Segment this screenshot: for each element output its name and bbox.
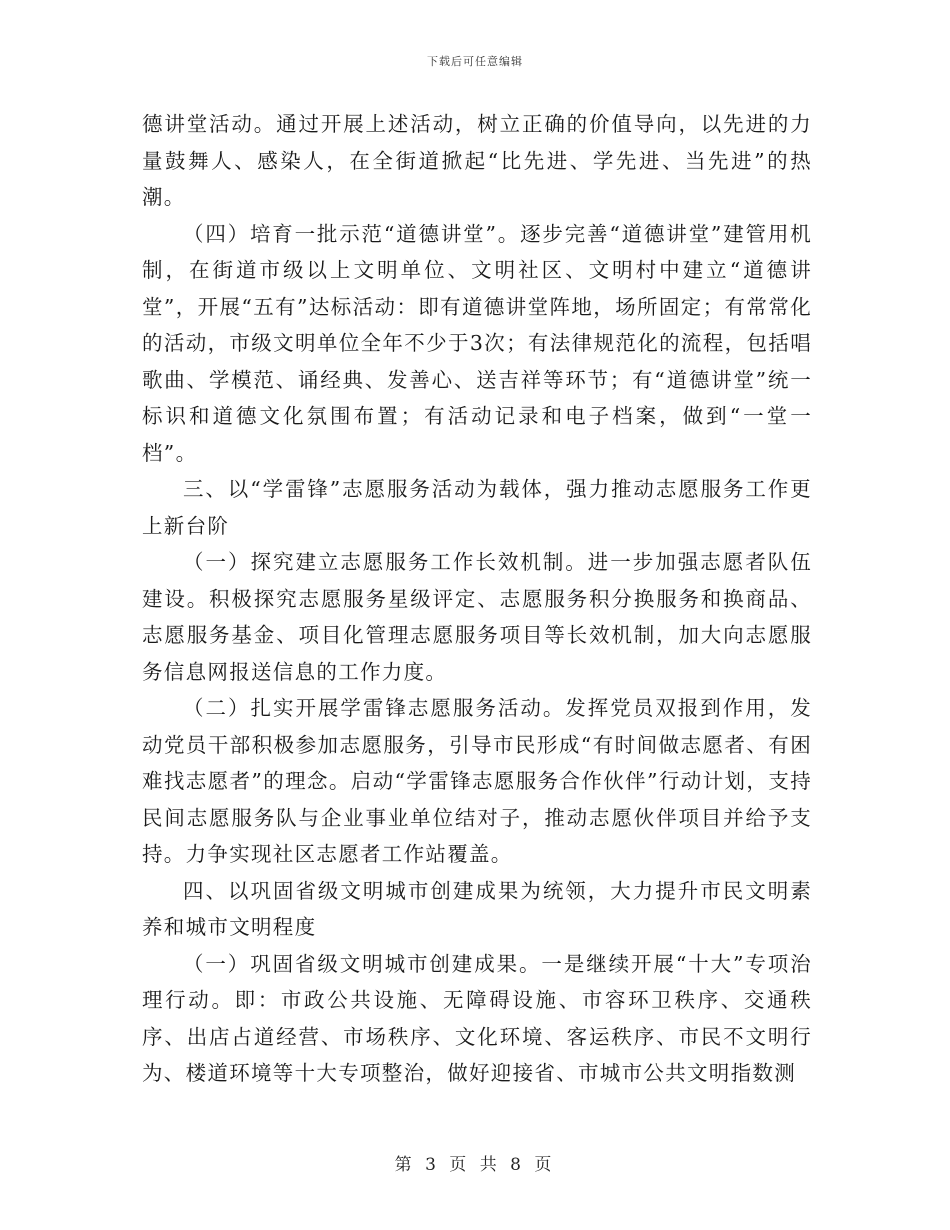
page-number: 第 3 页 共 8 页 (394, 1155, 556, 1175)
paragraph-7: （一）巩固省级文明城市创建成果。一是继续开展“十大”专项治理行动。即：市政公共设施、无障碍设施、市容环卫秩序、交通秩序、出店占道经营、市场秩序、文化环境、客运秩序、市民不文明行为、楼道环境等十大专项整治，做好迎接省、市城市公共文明指数测 (142, 951, 812, 1085)
paragraph-5: （二）扎实开展学雷锋志愿服务活动。发挥党员双报到作用，发动党员干部积极参加志愿服务，引导市民形成“有时间做志愿者、有困难找志愿者”的理念。启动“学雷锋志愿服务合作伙伴”行动计划，支持民间志愿服务队与企业事业单位结对子，推动志愿伙伴项目并给予支持。力争实现社区志愿者工作站覆盖。 (142, 696, 812, 866)
document-body (142, 106, 812, 1092)
paragraph-1: 德讲堂活动。通过开展上述活动，树立正确的价值导向，以先进的力量鼓舞人、感染人，在全街道掀起“比先进、学先进、当先进”的热潮。 (142, 112, 812, 209)
section-heading-4: 四、以巩固省级文明城市创建成果为统领，大力提升市民文明素养和城市文明程度 (142, 878, 812, 939)
section-heading-3: 三、以“学雷锋”志愿服务活动为载体，强力推动志愿服务工作更上新台阶 (142, 477, 812, 538)
paragraph-4: （一）探究建立志愿服务工作长效机制。进一步加强志愿者队伍建设。积极探究志愿服务星级评定、志愿服务积分换服务和换商品、志愿服务基金、项目化管理志愿服务项目等长效机制，加大向志愿服务信息网报送信息的工作力度。 (142, 550, 812, 684)
paragraph-2: （四）培育一批示范“道德讲堂”。逐步完善“道德讲堂”建管用机制，在街道市级以上文明单位、文明社区、文明村中建立“道德讲堂”，开展“五有”达标活动：即有道德讲堂阵地，场所固定；有常常化的活动，市级文明单位全年不少于3次；有法律规范化的流程，包括唱歌曲、学模范、诵经典、发善心、送吉祥等环节；有“道德讲堂”统一标识和道德文化氛围布置；有活动记录和电子档案，做到“一堂一档”。 (142, 221, 812, 465)
page-header-note: 下载后可任意编辑 (427, 55, 523, 68)
